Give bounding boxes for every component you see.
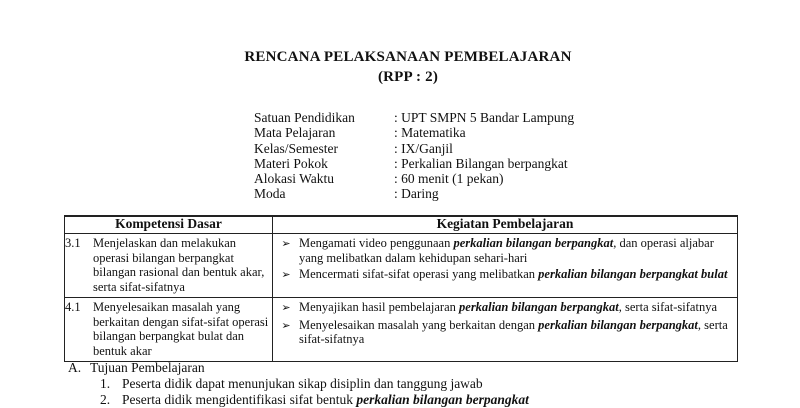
document-title: RENCANA PELAKSANAAN PEMBELAJARAN [244, 49, 572, 65]
table-row [65, 298, 738, 362]
list-item [68, 392, 529, 408]
meta-row [254, 156, 574, 171]
arrow-bullet-icon: ➢ [281, 302, 291, 314]
meta-label: Alokasi Waktu [254, 171, 335, 187]
activity-cell [273, 234, 738, 298]
meta-value: : 60 menit (1 pekan) [394, 171, 504, 187]
table-header-row [65, 216, 738, 234]
activity-text: Menyelesaikan masalah yang berkaitan dengan perkalian bilangan berpangkat, serta sifat-sifatnya [299, 317, 728, 346]
header-kompetensi-dasar: Kompetensi Dasar [65, 216, 273, 234]
meta-label: Moda [254, 186, 286, 202]
meta-row [254, 125, 574, 140]
kd-number: 3.1 [65, 236, 81, 250]
objective-text: Peserta didik dapat menunjukan sikap disiplin dan tanggung jawab [122, 376, 483, 391]
meta-value: : UPT SMPN 5 Bandar Lampung [394, 110, 575, 125]
list-item [68, 376, 529, 392]
arrow-bullet-icon: ➢ [281, 238, 291, 250]
kd-cell [65, 234, 273, 298]
meta-label: Materi Pokok [254, 155, 328, 171]
kd-cell [65, 298, 273, 362]
list-item [273, 267, 734, 283]
meta-row [254, 171, 574, 186]
meta-value: : Perkalian Bilangan berpangkat [394, 155, 568, 171]
competency-table [64, 215, 738, 362]
document-subtitle: (RPP : 2) [377, 69, 439, 85]
meta-row [254, 110, 574, 125]
meta-value: : Daring [394, 186, 439, 202]
activity-text: Menyajikan hasil pembelajaran perkalian bilangan berpangkat, serta sifat-sifatnya [299, 300, 717, 314]
activity-cell [273, 298, 738, 362]
activity-text: Mencermati sifat-sifat operasi yang melibatkan perkalian bilangan berpangkat bulat [299, 267, 728, 281]
meta-value: : Matematika [394, 125, 466, 141]
objective-text: Peserta didik mengidentifikasi sifat bentuk perkalian bilangan berpangkat [122, 392, 529, 407]
section-heading: Tujuan Pembelajaran [90, 360, 205, 375]
activity-text: Mengamati video penggunaan perkalian bilangan berpangkat, dan operasi aljabar yang melibatkan dalam kehidupan sehari-hari [299, 236, 714, 265]
meta-label: Mata Pelajaran [254, 125, 336, 141]
meta-value: : IX/Ganjil [394, 140, 453, 156]
arrow-bullet-icon: ➢ [281, 269, 291, 281]
meta-row [254, 141, 574, 156]
kd-text: Menyelesaikan masalah yang berkaitan dengan sifat-sifat operasi bilangan berpangkat bulat dan bentuk akar [93, 300, 269, 358]
item-number: 2. [100, 392, 111, 407]
meta-row [254, 186, 574, 201]
item-number: 1. [100, 376, 111, 391]
header-kegiatan-pembelajaran: Kegiatan Pembelajaran [273, 216, 738, 234]
learning-objectives-section [68, 360, 529, 408]
kd-number: 4.1 [65, 300, 81, 314]
arrow-bullet-icon: ➢ [281, 319, 291, 332]
meta-label: Kelas/Semester [254, 140, 338, 156]
kd-text: Menjelaskan dan melakukan operasi bilangan berpangkat bilangan rasional dan bentuk akar, serta sifat-sifatnya [93, 236, 265, 294]
meta-label: Satuan Pendidikan [254, 110, 355, 125]
identity-block [254, 110, 574, 202]
section-letter: A. [68, 360, 82, 375]
list-item [273, 236, 734, 265]
list-item [273, 300, 734, 316]
list-item [273, 318, 734, 347]
table-row [65, 234, 738, 298]
